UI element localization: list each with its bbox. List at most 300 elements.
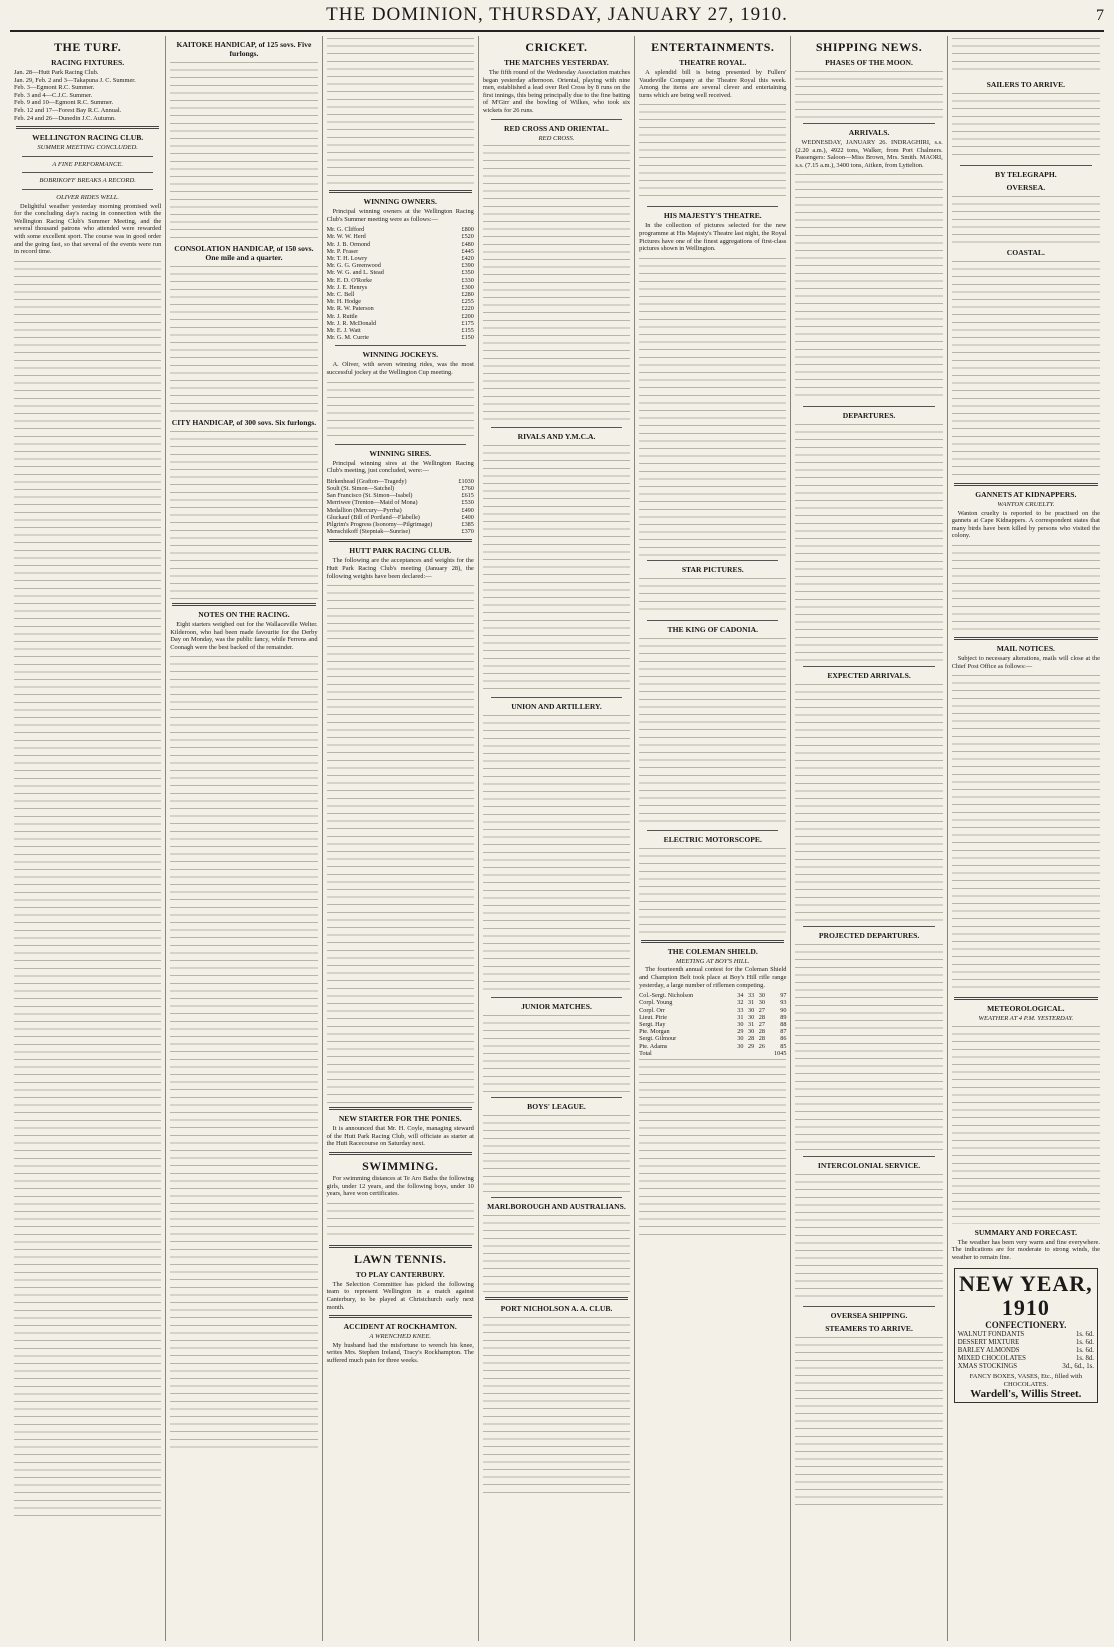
junior-heading: JUNIOR MATCHES. [521, 1002, 592, 1012]
table-cell: Mr. T. H. Lowry [326, 255, 368, 262]
coleman-body: The fourteenth annual contest for the Coleman Shield and Champion Belt took place at Boy's Hill rifle range yesterday, a large number of riflemen competing. [639, 966, 787, 989]
body-filler [483, 713, 630, 993]
table-row [639, 1035, 786, 1042]
tennis-body: The Selection Committee has picked the following team to represent Wellington in a match against Canterbury, to be played at Christchurch early next month. [326, 1280, 474, 1311]
masthead [10, 4, 1104, 32]
kidnappers-sub: WANTON CRUELTY. [997, 501, 1055, 508]
table-cell: £175 [461, 319, 474, 327]
table-row [327, 298, 474, 305]
table-row [327, 492, 474, 499]
table-cell: 86 [780, 1035, 787, 1043]
divider-rule [329, 1315, 472, 1318]
cricket-heading: CRICKET. [525, 40, 588, 54]
owners-table [327, 226, 474, 341]
kidnappers-heading: GANNETS AT KIDNAPPERS. [975, 490, 1077, 499]
table-cell: Mr. E. D. O'Rorke [326, 276, 373, 284]
table-total [639, 1050, 786, 1057]
table-cell: Mr. W. W. Herd [326, 233, 366, 241]
body-filler [483, 1113, 630, 1193]
table-cell: Sergt. Gilmour [639, 1035, 677, 1043]
table-cell: 29 [748, 1042, 755, 1050]
body-filler [795, 1172, 942, 1302]
table-cell: Mr. G. M. Currie [326, 334, 369, 342]
table-cell: 27 [758, 1006, 765, 1014]
meteorological-heading: METEOROLOGICAL. [987, 1004, 1065, 1014]
table-cell: £760 [461, 485, 474, 493]
divider-rule [647, 620, 778, 621]
telegraph-heading: BY TELEGRAPH. [995, 170, 1057, 179]
ad-item [958, 1363, 1094, 1371]
mail-body: Subject to necessary alterations, mails will close at the Chief Post Office as follows:— [951, 654, 1100, 670]
body-filler [952, 543, 1100, 633]
ad-item [958, 1347, 1094, 1355]
ad-item-text: 1s. 6d. [1076, 1339, 1094, 1347]
body-filler [639, 1057, 786, 1237]
table-cell: Mr. H. Hodge [326, 298, 361, 306]
fixture-item: Jan. 28—Hutt Park Racing Club. [14, 69, 99, 76]
body-filler [952, 36, 1100, 76]
table-cell: Sergt. Hay [639, 1020, 666, 1028]
column-turf [10, 36, 166, 1641]
body-filler [327, 380, 474, 440]
table-cell: 89 [780, 1013, 787, 1021]
table-row [639, 999, 786, 1006]
accident-heading: ACCIDENT AT ROCKHAMTON. [343, 1322, 457, 1332]
table-row [327, 313, 474, 320]
turf-heading: THE TURF. [54, 40, 122, 54]
column-racing-results [166, 36, 322, 1641]
body-filler [795, 69, 942, 119]
divider-rule [485, 1297, 628, 1300]
fixture-item: Feb. 9 and 10—Egmont R.C. Summer. [14, 99, 114, 107]
table-cell: 33 [737, 1006, 744, 1014]
winning-owners-heading: WINNING OWNERS. [363, 197, 437, 206]
table-cell: Soult (St. Simon—Satchel) [326, 485, 395, 493]
divider-rule [803, 926, 934, 927]
table-cell: 1045 [774, 1049, 787, 1057]
overseas-heading: OVERSEA SHIPPING. [830, 1311, 908, 1321]
column-shipping [791, 36, 947, 1641]
table-cell: 87 [780, 1028, 787, 1036]
ad-item-text: WALNUT FONDANTS [957, 1331, 1025, 1339]
table-cell: £390 [461, 262, 474, 270]
table-cell: 85 [780, 1042, 787, 1050]
table-cell: Pte. Adams [639, 1042, 668, 1050]
table-cell: £445 [461, 247, 474, 255]
table-cell: £330 [461, 276, 474, 284]
summary-heading: SUMMARY AND FORECAST. [974, 1227, 1078, 1237]
table-cell: 97 [780, 992, 787, 1000]
table-cell: Total [639, 1049, 652, 1057]
match-heading: RED CROSS AND ORIENTAL. [504, 123, 609, 133]
body-filler [327, 1201, 474, 1241]
club-heading: WELLINGTON RACING CLUB. [32, 133, 144, 143]
table-cell: 28 [758, 1035, 765, 1043]
divider-rule [803, 1306, 934, 1307]
table-cell: £300 [461, 283, 474, 291]
divider-rule [329, 1107, 472, 1110]
body-filler [327, 36, 474, 186]
hutt-body: The following are the acceptances and weights for the Hutt Park Racing Club's meeting (January 28), the following weights have been declared:— [326, 557, 474, 580]
theatre-body: A splendid bill is being presented by Fullers' Vaudeville Company at the Theatre Royal this week. Among the items are several clever and entertaining turns which are being well received. [639, 69, 787, 99]
accident-body: My husband had the misfortune to wrench his knee, writes Mrs. Stephen Ireland, Tracy's Rockhampton. The suffered much pain for three weeks. [326, 1341, 474, 1364]
body-filler [639, 636, 786, 826]
table-cell: Pte. Morgan [639, 1028, 670, 1036]
table-cell: Mr. J. E. Henrys [326, 283, 368, 291]
table-row [327, 241, 474, 248]
divider-rule [491, 1097, 622, 1098]
fixtures-heading: RACING FIXTURES. [51, 58, 125, 67]
cricket-body: The fifth round of the Wednesday Association matches began yesterday afternoon. Oriental, playing with nine men, established a lead over Red Cross by 8 runs on the first innings, this being principally due to the fine batting of M'Girr and the bowling of Wilkes, who took six wickets for 26 runs. [482, 69, 631, 114]
body-filler [952, 1024, 1100, 1224]
divider-rule [803, 123, 934, 124]
entertainments-heading: ENTERTAINMENTS. [651, 40, 775, 54]
table-cell: Mr. W. G. and L. Stead [326, 269, 384, 277]
column-cricket [479, 36, 635, 1641]
table-cell [754, 1050, 765, 1057]
team-heading: RED CROSS. [538, 134, 575, 142]
table-cell: Mr. G. G. Greenwood [326, 262, 381, 270]
club-sub: BOBRIKOFF BREAKS A RECORD. [39, 177, 136, 185]
notes-body: Eight starters weighed out for the Wallaceville Welter. Kilderoon, who had been made favourite for the Derby Day on Monday, was the public fancy, while Ferrens and Coonagh were the best backed of the remainder. [170, 621, 318, 651]
sires-intro: Principal winning sires at the Wellington Racing Club's meeting, just concluded, were:— [326, 459, 474, 475]
table-row [327, 327, 474, 334]
coleman-heading: THE COLEMAN SHIELD. [667, 946, 758, 956]
club-sub: SUMMER MEETING CONCLUDED. [37, 144, 138, 152]
mail-heading: MAIL NOTICES. [996, 643, 1055, 653]
table-cell: Mr. J. Ruttle [326, 312, 358, 320]
table-cell: Mr. G. Clifford [326, 226, 365, 234]
sailers-heading: SAILERS TO ARRIVE. [986, 80, 1066, 89]
table-cell: 28 [758, 1028, 765, 1036]
divider-rule [491, 1197, 622, 1198]
moon-heading: PHASES OF THE MOON. [825, 58, 913, 67]
coleman-sub: MEETING AT BOY'S HILL. [675, 957, 750, 965]
table-cell: £200 [461, 312, 474, 320]
divider-rule [491, 997, 622, 998]
table-cell: 32 [737, 999, 744, 1007]
divider-rule [22, 156, 153, 157]
jockeys-heading: WINNING JOCKEYS. [362, 350, 438, 360]
divider-rule [491, 427, 622, 428]
table-cell: £1030 [458, 477, 474, 485]
sires-heading: WINNING SIRES. [369, 448, 432, 458]
table-row [327, 233, 474, 240]
table-cell: Mr. J. R. McDonald [326, 319, 377, 327]
oversea-heading: OVERSEA. [1006, 183, 1046, 192]
table-cell: Mr. P. Fraser [326, 247, 359, 255]
table-cell: 30 [737, 1042, 744, 1050]
table-cell: £155 [461, 327, 474, 335]
table-cell: £280 [461, 291, 474, 299]
swimming-body: For swimming distances at Te Aro Baths the following girls, under 12 years, and the following boys, under 10 years, have won certificates. [326, 1175, 474, 1198]
table-row [327, 262, 474, 269]
ad-item [958, 1331, 1094, 1339]
table-cell: 93 [780, 999, 787, 1007]
table-row [327, 334, 474, 341]
divider-rule [335, 444, 466, 445]
body-filler [170, 60, 317, 240]
table-cell: 90 [780, 1006, 787, 1014]
table-cell: Col.-Sergt. Nicholson [639, 992, 694, 1000]
table-row [327, 255, 474, 262]
table-cell: £220 [461, 305, 474, 313]
table-cell: £520 [461, 233, 474, 241]
body-filler [639, 576, 786, 616]
table-row [327, 248, 474, 255]
kaitoke-heading: KAITOKE HANDICAP, of 125 sovs. Five furlongs. [176, 40, 312, 58]
table-cell: £615 [461, 492, 474, 500]
ad-item [958, 1355, 1094, 1363]
fixture-item: Feb. 12 and 17—Forest Bay R.C. Annual. [14, 106, 122, 114]
majesty-heading: HIS MAJESTY'S THEATRE. [663, 211, 762, 221]
table-cell: 28 [758, 1013, 765, 1021]
divider-rule [491, 119, 622, 120]
body-filler [170, 654, 317, 1454]
table-cell [743, 1050, 754, 1057]
table-row [327, 521, 474, 528]
marlborough-heading: MARLBOROUGH AND AUSTRALIANS. [487, 1202, 626, 1212]
divider-rule [954, 637, 1098, 640]
ad-item-text: DESSERT MIXTURE [957, 1339, 1020, 1347]
starter-body: It is announced that Mr. H. Coyle, managing steward of the Hutt Park Racing Club, will officiate as starter at the Hutt Racecourse on Saturday next. [326, 1125, 474, 1148]
sires-table [327, 478, 474, 536]
divider-rule [491, 697, 622, 698]
table-cell: £490 [461, 506, 474, 514]
match-heading: UNION AND ARTILLERY. [511, 702, 602, 712]
table-row [327, 284, 474, 291]
table-row [327, 499, 474, 506]
body-filler [795, 682, 942, 922]
body-filler [483, 143, 630, 423]
body-filler [952, 194, 1100, 244]
ad-title: NEW YEAR, 1910 [958, 1270, 1093, 1320]
confectionery-advertisement [954, 1268, 1098, 1403]
table-row [327, 507, 474, 514]
table-row [327, 514, 474, 521]
city-heading: CITY HANDICAP, of 300 sovs. Six furlongs. [171, 418, 317, 427]
port-heading: PORT NICHOLSON A. A. CLUB. [500, 1304, 613, 1314]
table-cell: £255 [461, 298, 474, 306]
body-filler [483, 443, 630, 693]
ad-item-text: MIXED CHOCOLATES [957, 1355, 1026, 1363]
page-number: 7 [1096, 7, 1104, 24]
divider-rule [803, 1156, 934, 1157]
projected-heading: PROJECTED DEPARTURES. [818, 931, 920, 941]
divider-rule [641, 940, 784, 943]
table-cell: 31 [748, 1020, 755, 1028]
table-row [639, 1014, 786, 1021]
departures-heading: DEPARTURES. [842, 411, 896, 421]
table-cell: £350 [461, 269, 474, 277]
divider-rule [803, 666, 934, 667]
masthead-title: THE DOMINION, THURSDAY, JANUARY 27, 1910. [326, 4, 788, 25]
expected-heading: EXPECTED ARRIVALS. [827, 671, 911, 681]
table-cell: 30 [758, 999, 765, 1007]
body-filler [795, 172, 942, 402]
divider-rule [803, 406, 934, 407]
table-cell: Medallion (Mercury—Pyrrha) [326, 506, 402, 514]
divider-rule [22, 189, 153, 190]
divider-rule [954, 483, 1098, 486]
table-cell: 30 [748, 1028, 755, 1036]
table-cell: £420 [461, 255, 474, 262]
fixture-item: Feb. 3—Egmont R.C. Summer. [14, 84, 95, 92]
table-cell: £800 [461, 226, 474, 234]
ad-fancy: FANCY BOXES, VASES, Etc., filled with CHOCOLATES. [969, 1373, 1083, 1388]
divider-rule [960, 165, 1092, 166]
arrivals-body: WEDNESDAY, JANUARY 26. INDRAGHIRI, s.s. (2.20 a.m.), 4922 tons, Walker, from Port Chalmers. Passengers: Saloon—Miss Brown, Mrs. Smith. MAORI, s.s. (7.15 a.m.), 3400 tons, Aitken, from Lyttelton. [795, 139, 943, 169]
notes-heading: NOTES ON THE RACING. [198, 610, 290, 619]
table-cell: 30 [737, 1020, 744, 1028]
body-filler [483, 1013, 630, 1093]
table-cell: 30 [737, 1035, 744, 1043]
table-cell: £385 [461, 521, 474, 529]
table-cell: Corpl. Young [639, 999, 673, 1007]
body-filler [952, 91, 1100, 161]
table-cell: Mr. J. B. Ormond [326, 240, 371, 248]
tennis-sub: TO PLAY CANTERBURY. [355, 1269, 445, 1279]
table-cell: Birkenhead (Grafton—Tragedy) [326, 477, 407, 485]
table-cell: 28 [748, 1035, 755, 1043]
intercolonial-heading: INTERCOLONIAL SERVICE. [817, 1161, 921, 1171]
cricket-sub: THE MATCHES YESTERDAY. [504, 58, 609, 67]
steamers-heading: STEAMERS TO ARRIVE. [825, 1324, 913, 1334]
table-row [327, 226, 474, 233]
divider-rule [647, 206, 778, 207]
ad-item-text: 1s. 6d. [1076, 1331, 1094, 1339]
table-cell: 30 [758, 992, 765, 1000]
table-cell: San Francisco (St. Simon—Isabel) [326, 492, 413, 500]
table-row [639, 1043, 786, 1050]
divider-rule [22, 172, 153, 173]
table-row [327, 485, 474, 492]
ad-item-text: BARLEY ALMONDS [957, 1347, 1020, 1355]
table-row [639, 1028, 786, 1035]
table-cell: 26 [758, 1042, 765, 1050]
table-cell: Mr. R. W. Paterson [326, 305, 374, 313]
divider-rule [329, 1152, 472, 1155]
divider-rule [16, 126, 159, 129]
table-cell: 29 [737, 1028, 744, 1036]
jockeys-body: A. Oliver, with seven winning rides, was the most successful jockey at the Wellington Cup meeting. [326, 361, 474, 377]
club-body: Delightful weather yesterday morning promised well for the concluding day's racing in connection with the Wellington Racing Club's Summer Meeting, and the several thousand patrons who attended were rewarded with some excellent sport. The course was in good order and the going fast, so that several of the events were run in record time. [14, 202, 162, 256]
table-cell: 30 [748, 1013, 755, 1021]
consolation-heading: CONSOLATION HANDICAP, of 150 sovs. One mile and a quarter. [174, 244, 314, 262]
table-cell [733, 1050, 744, 1057]
table-row [327, 277, 474, 284]
table-cell: Corpl. Orr [639, 1006, 665, 1014]
body-filler [795, 942, 942, 1152]
tennis-heading: LAWN TENNIS. [353, 1251, 447, 1266]
table-cell: Mr. E. J. Watt [326, 327, 361, 335]
ad-item [958, 1339, 1094, 1347]
coleman-table [639, 992, 786, 1057]
body-filler [952, 259, 1100, 479]
divider-rule [329, 539, 472, 542]
star-heading: STAR PICTURES. [681, 564, 744, 574]
body-filler [639, 846, 786, 936]
table-cell: £480 [461, 240, 474, 248]
club-sub: OLIVER RIDES WELL. [56, 193, 120, 201]
ad-sub: CONFECTIONERY. [985, 1319, 1067, 1330]
electric-heading: ELECTRIC MOTORSCOPE. [663, 834, 762, 844]
divider-rule [329, 190, 472, 193]
divider-rule [172, 603, 315, 606]
shipping-heading: SHIPPING NEWS. [815, 40, 923, 54]
table-row [327, 269, 474, 276]
table-cell: Gluckauf (Bill of Portland—Flabelle) [326, 513, 420, 521]
hutt-heading: HUTT PARK RACING CLUB. [349, 546, 452, 556]
body-filler [952, 673, 1100, 993]
body-filler [639, 256, 786, 556]
ad-item-text: 1s. 8d. [1076, 1355, 1094, 1363]
boys-heading: BOYS' LEAGUE. [527, 1102, 586, 1112]
majesty-body: In the collection of pictures selected for the new programme at His Majesty's Theatre last night, the Royal Pictures have one of the finest aggregations of first-class pictures shown in Wellington. [639, 222, 787, 253]
table-cell: 27 [758, 1020, 765, 1028]
theatre-heading: THEATRE ROYAL. [679, 58, 747, 67]
weather-sub: WEATHER AT 4 P.M. YESTERDAY. [978, 1015, 1074, 1023]
ad-footer: Wardell's, Willis Street. [970, 1388, 1082, 1401]
table-cell: Lieut. Pirie [639, 1013, 667, 1021]
body-filler [639, 102, 786, 202]
table-row [327, 528, 474, 535]
divider-rule [329, 1245, 472, 1248]
swimming-heading: SWIMMING. [362, 1159, 439, 1173]
table-cell: £150 [461, 334, 474, 342]
column-entertainments [635, 36, 791, 1641]
column-notices [948, 36, 1104, 1641]
table-cell: Mr. C. Bell [326, 291, 355, 299]
table-row [639, 1021, 786, 1028]
owners-intro: Principal winning owners at the Wellington Racing Club's Summer meeting were as follows:— [326, 208, 474, 223]
divider-rule [647, 560, 778, 561]
accident-sub: A WRENCHED KNEE. [369, 1333, 431, 1341]
arrivals-heading: ARRIVALS. [848, 128, 890, 137]
fixture-item: Feb. 3 and 4—C.J.C. Summer. [14, 91, 93, 99]
table-cell: Menschikoff (Stepniak—Sunrise) [326, 528, 411, 536]
body-filler [14, 259, 161, 1519]
table-cell: Pilgrim's Progress (Isonomy—Pilgrimage) [326, 521, 433, 529]
body-filler [170, 264, 317, 414]
body-filler [170, 429, 317, 599]
divider-rule [335, 345, 466, 346]
table-cell: 31 [737, 1013, 744, 1021]
king-heading: THE KING OF CADONIA. [667, 624, 758, 634]
table-cell: 31 [748, 999, 755, 1007]
match-heading: RIVALS AND Y.M.C.A. [517, 432, 596, 442]
table-row [327, 291, 474, 298]
divider-rule [954, 997, 1098, 1000]
table-cell: 30 [748, 1006, 755, 1014]
body-filler [483, 1213, 630, 1293]
coastal-heading: COASTAL. [1006, 248, 1045, 257]
table-cell: £400 [461, 513, 474, 521]
body-filler [795, 422, 942, 662]
table-cell: £370 [461, 528, 474, 536]
ad-item-text: 1s. 6d. [1076, 1347, 1094, 1355]
table-cell: Merriwee (Trenton—Maid of Mona) [326, 499, 418, 507]
table-row [327, 320, 474, 327]
fixture-item: Jan. 29, Feb. 2 and 3—Takapuna J. C. Summer. [14, 76, 136, 84]
body-filler [327, 583, 474, 1103]
column-owners [323, 36, 479, 1641]
kidnappers-body: Wanton cruelty is reported to be practised on the gannets at Cape Kidnappers. A correspondent states that many birds have been killed by persons who visited the colony. [951, 509, 1100, 540]
table-cell: 33 [748, 992, 755, 1000]
table-cell: 88 [780, 1020, 787, 1028]
body-filler [795, 1335, 942, 1505]
table-row [327, 478, 474, 485]
